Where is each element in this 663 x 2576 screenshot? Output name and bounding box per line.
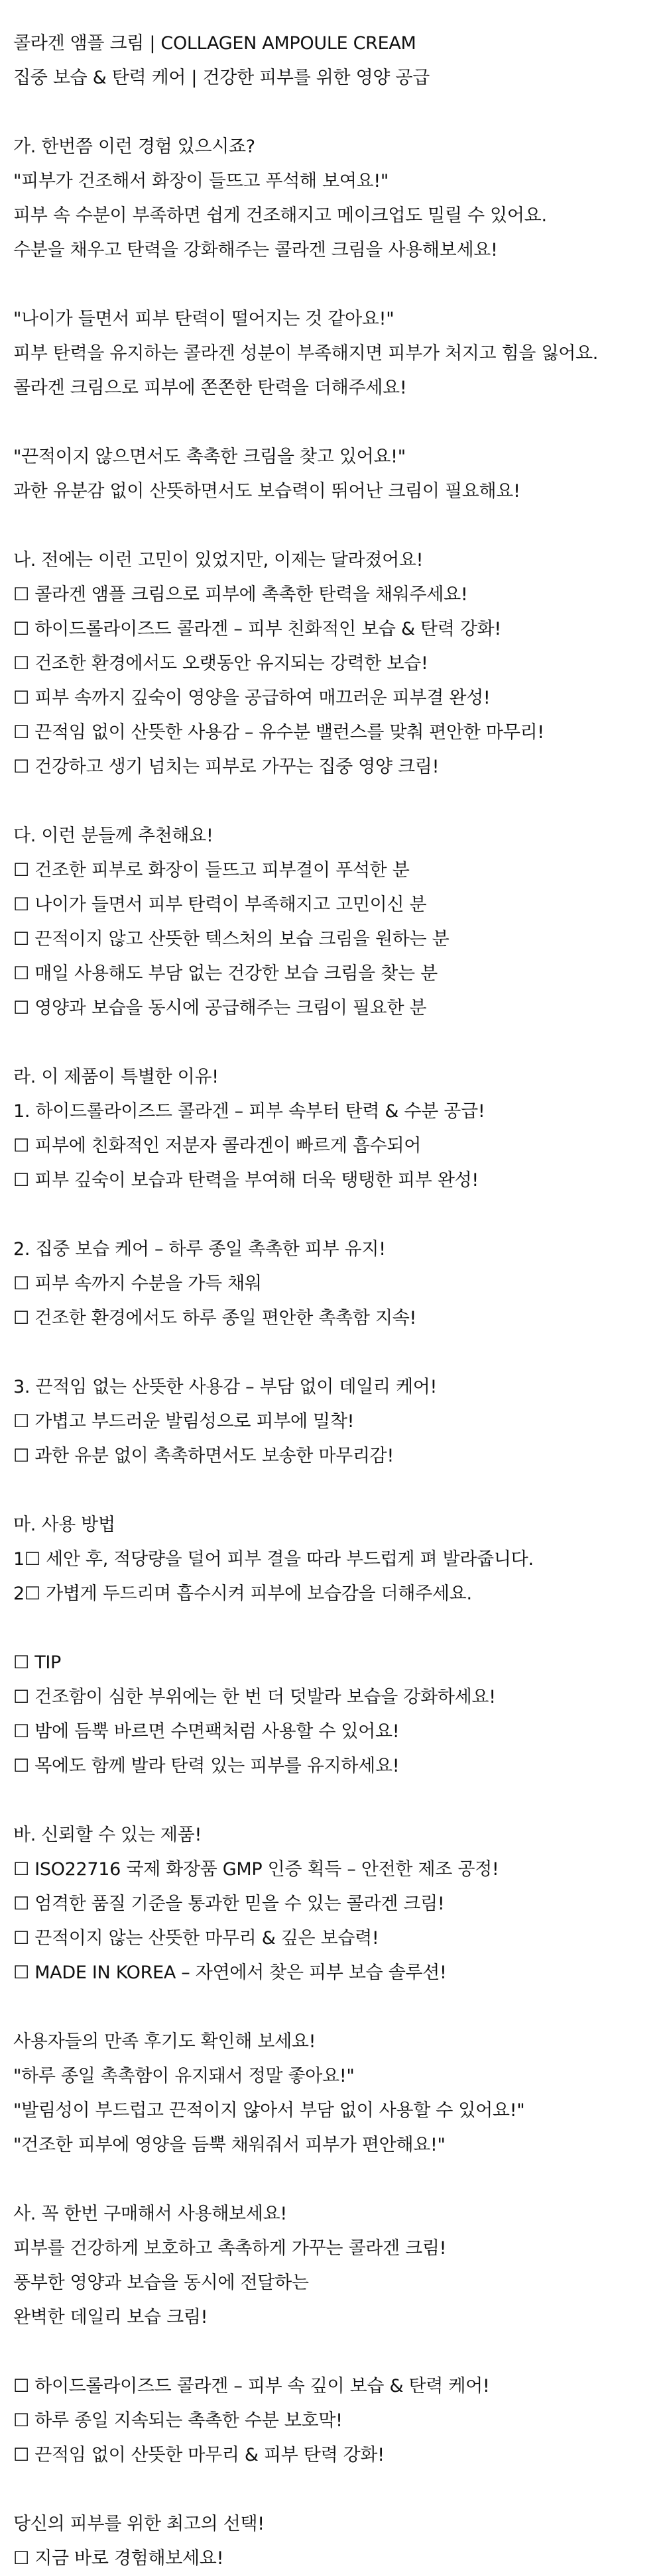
text-line: ☐ ISO22716 국제 화장품 GMP 인증 획득 – 안전한 제조 공정! xyxy=(13,1859,499,1880)
text-line: ☐ 과한 유분 없이 촉촉하면서도 보송한 마무리감! xyxy=(13,1446,394,1466)
text-line: "나이가 들면서 피부 탄력이 떨어지는 것 같아요!" xyxy=(13,309,394,329)
text-line: 2☐ 가볍게 두드리며 흡수시켜 피부에 보습감을 더해주세요. xyxy=(13,1583,472,1604)
text-line: 완벽한 데일리 보습 크림! xyxy=(13,2307,208,2328)
blank-line xyxy=(13,1336,663,1370)
text-line: ☐ 끈적이지 않는 산뜻한 마무리 & 깊은 보습력! xyxy=(13,1928,379,1949)
text-line: 당신의 피부를 위한 최고의 선택! xyxy=(13,2514,265,2534)
text-line: 과한 유분감 없이 산뜻하면서도 보습력이 뛰어난 크림이 필요해요! xyxy=(13,481,520,502)
text-line: ☐ 피부 속까지 깊숙이 영양을 공급하여 매끄러운 피부결 완성! xyxy=(13,688,491,708)
text-line: ☐ 피부에 친화적인 저분자 콜라겐이 빠르게 흡수되어 xyxy=(13,1136,422,1156)
text-line: ☐ 지금 바로 경험해보세요! xyxy=(13,2548,224,2569)
text-line: 사. 꼭 한번 구매해서 사용해보세요! xyxy=(13,2204,287,2224)
text-line: ☐ 건강하고 생기 넘치는 피부로 가꾸는 집중 영양 크림! xyxy=(13,757,440,777)
text-line: 바. 신뢰할 수 있는 제품! xyxy=(13,1825,202,1845)
text-line: ☐ 끈적임 없이 산뜻한 사용감 – 유수분 밸런스를 맞춰 편안한 마무리! xyxy=(13,722,544,743)
blank-line xyxy=(13,1784,663,1818)
text-line: 콜라겐 크림으로 피부에 쫀쫀한 탄력을 더해주세요! xyxy=(13,378,407,398)
text-line: ☐ 하이드롤라이즈드 콜라겐 – 피부 친화적인 보습 & 탄력 강화! xyxy=(13,619,501,639)
text-line: ☐ 건조한 환경에서도 오랫동안 유지되는 강력한 보습! xyxy=(13,653,428,674)
text-line: "하루 종일 촉촉함이 유지돼서 정말 좋아요!" xyxy=(13,2066,355,2086)
text-line: 수분을 채우고 탄력을 강화해주는 콜라겐 크림을 사용해보세요! xyxy=(13,240,498,260)
text-line: ☐ 건조한 피부로 화장이 들뜨고 피부결이 푸석한 분 xyxy=(13,860,410,881)
text-line: "피부가 건조해서 화장이 들뜨고 푸석해 보여요!" xyxy=(13,171,389,191)
blank-line xyxy=(13,2335,663,2369)
text-line: ☐ TIP xyxy=(13,1652,62,1673)
text-line: ☐ MADE IN KOREA – 자연에서 찾은 피부 보습 솔루션! xyxy=(13,1962,447,1983)
text-line: 라. 이 제품이 특별한 이유! xyxy=(13,1067,219,1087)
text-line: ☐ 끈적이지 않고 산뜻한 텍스처의 보습 크림을 원하는 분 xyxy=(13,929,450,949)
text-line: 1. 하이드롤라이즈드 콜라겐 – 피부 속부터 탄력 & 수분 공급! xyxy=(13,1101,485,1122)
blank-line xyxy=(13,1611,663,1646)
text-line: ☐ 가볍고 부드러운 발림성으로 피부에 밀착! xyxy=(13,1411,355,1432)
text-line: ☐ 건조한 환경에서도 하루 종일 편안한 촉촉함 지속! xyxy=(13,1308,417,1328)
blank-line xyxy=(13,268,663,302)
blank-line xyxy=(13,1474,663,1508)
text-line: ☐ 목에도 함께 발라 탄력 있는 피부를 유지하세요! xyxy=(13,1756,400,1776)
text-line: ☐ 하루 종일 지속되는 촉촉한 수분 보호막! xyxy=(13,2410,343,2431)
text-line: "끈적이지 않으면서도 촉촉한 크림을 찾고 있어요!" xyxy=(13,447,406,467)
text-line: 피부를 건강하게 보호하고 촉촉하게 가꾸는 콜라겐 크림! xyxy=(13,2238,447,2259)
text-line: ☐ 피부 깊숙이 보습과 탄력을 부여해 더욱 탱탱한 피부 완성! xyxy=(13,1170,479,1191)
text-line: ☐ 엄격한 품질 기준을 통과한 믿을 수 있는 콜라겐 크림! xyxy=(13,1894,445,1914)
blank-line xyxy=(13,784,663,819)
text-line: ☐ 나이가 들면서 피부 탄력이 부족해지고 고민이신 분 xyxy=(13,894,427,915)
text-line: 풍부한 영양과 보습을 동시에 전달하는 xyxy=(13,2273,309,2293)
text-line: 다. 이런 분들께 추천해요! xyxy=(13,826,213,846)
text-line: 3. 끈적임 없는 산뜻한 사용감 – 부담 없이 데일리 케어! xyxy=(13,1377,438,1397)
text-line: 집중 보습 & 탄력 케어 | 건강한 피부를 위한 영양 공급 xyxy=(13,68,430,88)
blank-line xyxy=(13,1990,663,2025)
text-line: ☐ 콜라겐 앰플 크림으로 피부에 촉촉한 탄력을 채워주세요! xyxy=(13,584,468,605)
blank-line xyxy=(13,95,663,130)
text-line: ☐ 피부 속까지 수분을 가득 채워 xyxy=(13,1273,262,1294)
text-line: ☐ 끈적임 없이 산뜻한 마무리 & 피부 탄력 강화! xyxy=(13,2445,385,2465)
text-line: 콜라겐 앰플 크림 | COLLAGEN AMPOULE CREAM xyxy=(13,33,416,54)
text-line: ☐ 밤에 듬뿍 바르면 수면팩처럼 사용할 수 있어요! xyxy=(13,1721,400,1742)
blank-line xyxy=(13,2163,663,2197)
blank-line xyxy=(13,1026,663,1060)
text-line: ☐ 영양과 보습을 동시에 공급해주는 크림이 필요한 분 xyxy=(13,998,427,1018)
text-line: 사용자들의 만족 후기도 확인해 보세요! xyxy=(13,2031,316,2052)
text-line: 1☐ 세안 후, 적당량을 덜어 피부 결을 따라 부드럽게 펴 발라줍니다. xyxy=(13,1549,534,1570)
text-line: 피부 탄력을 유지하는 콜라겐 성분이 부족해지면 피부가 처지고 힘을 잃어요. xyxy=(13,343,599,364)
text-line: 나. 전에는 이런 고민이 있었지만, 이제는 달라졌어요! xyxy=(13,550,424,570)
text-line: 피부 속 수분이 부족하면 쉽게 건조해지고 메이크업도 밀릴 수 있어요. xyxy=(13,205,547,226)
blank-line xyxy=(13,2473,663,2507)
blank-line xyxy=(13,509,663,543)
text-line: ☐ 건조함이 심한 부위에는 한 번 더 덧발라 보습을 강화하세요! xyxy=(13,1687,496,1707)
text-line: "건조한 피부에 영양을 듬뿍 채워줘서 피부가 편안해요!" xyxy=(13,2135,446,2155)
text-line: 2. 집중 보습 케어 – 하루 종일 촉촉한 피부 유지! xyxy=(13,1239,386,1260)
blank-line xyxy=(13,405,663,440)
text-line: 가. 한번쯤 이런 경험 있으시죠? xyxy=(13,136,255,157)
blank-line xyxy=(13,1198,663,1232)
text-line: 마. 사용 방법 xyxy=(13,1515,115,1535)
text-line: ☐ 하이드롤라이즈드 콜라겐 – 피부 속 깊이 보습 & 탄력 케어! xyxy=(13,2376,490,2396)
text-line: ☐ 매일 사용해도 부담 없는 건강한 보습 크림을 찾는 분 xyxy=(13,963,438,984)
text-line: "발림성이 부드럽고 끈적이지 않아서 부담 없이 사용할 수 있어요!" xyxy=(13,2100,525,2121)
